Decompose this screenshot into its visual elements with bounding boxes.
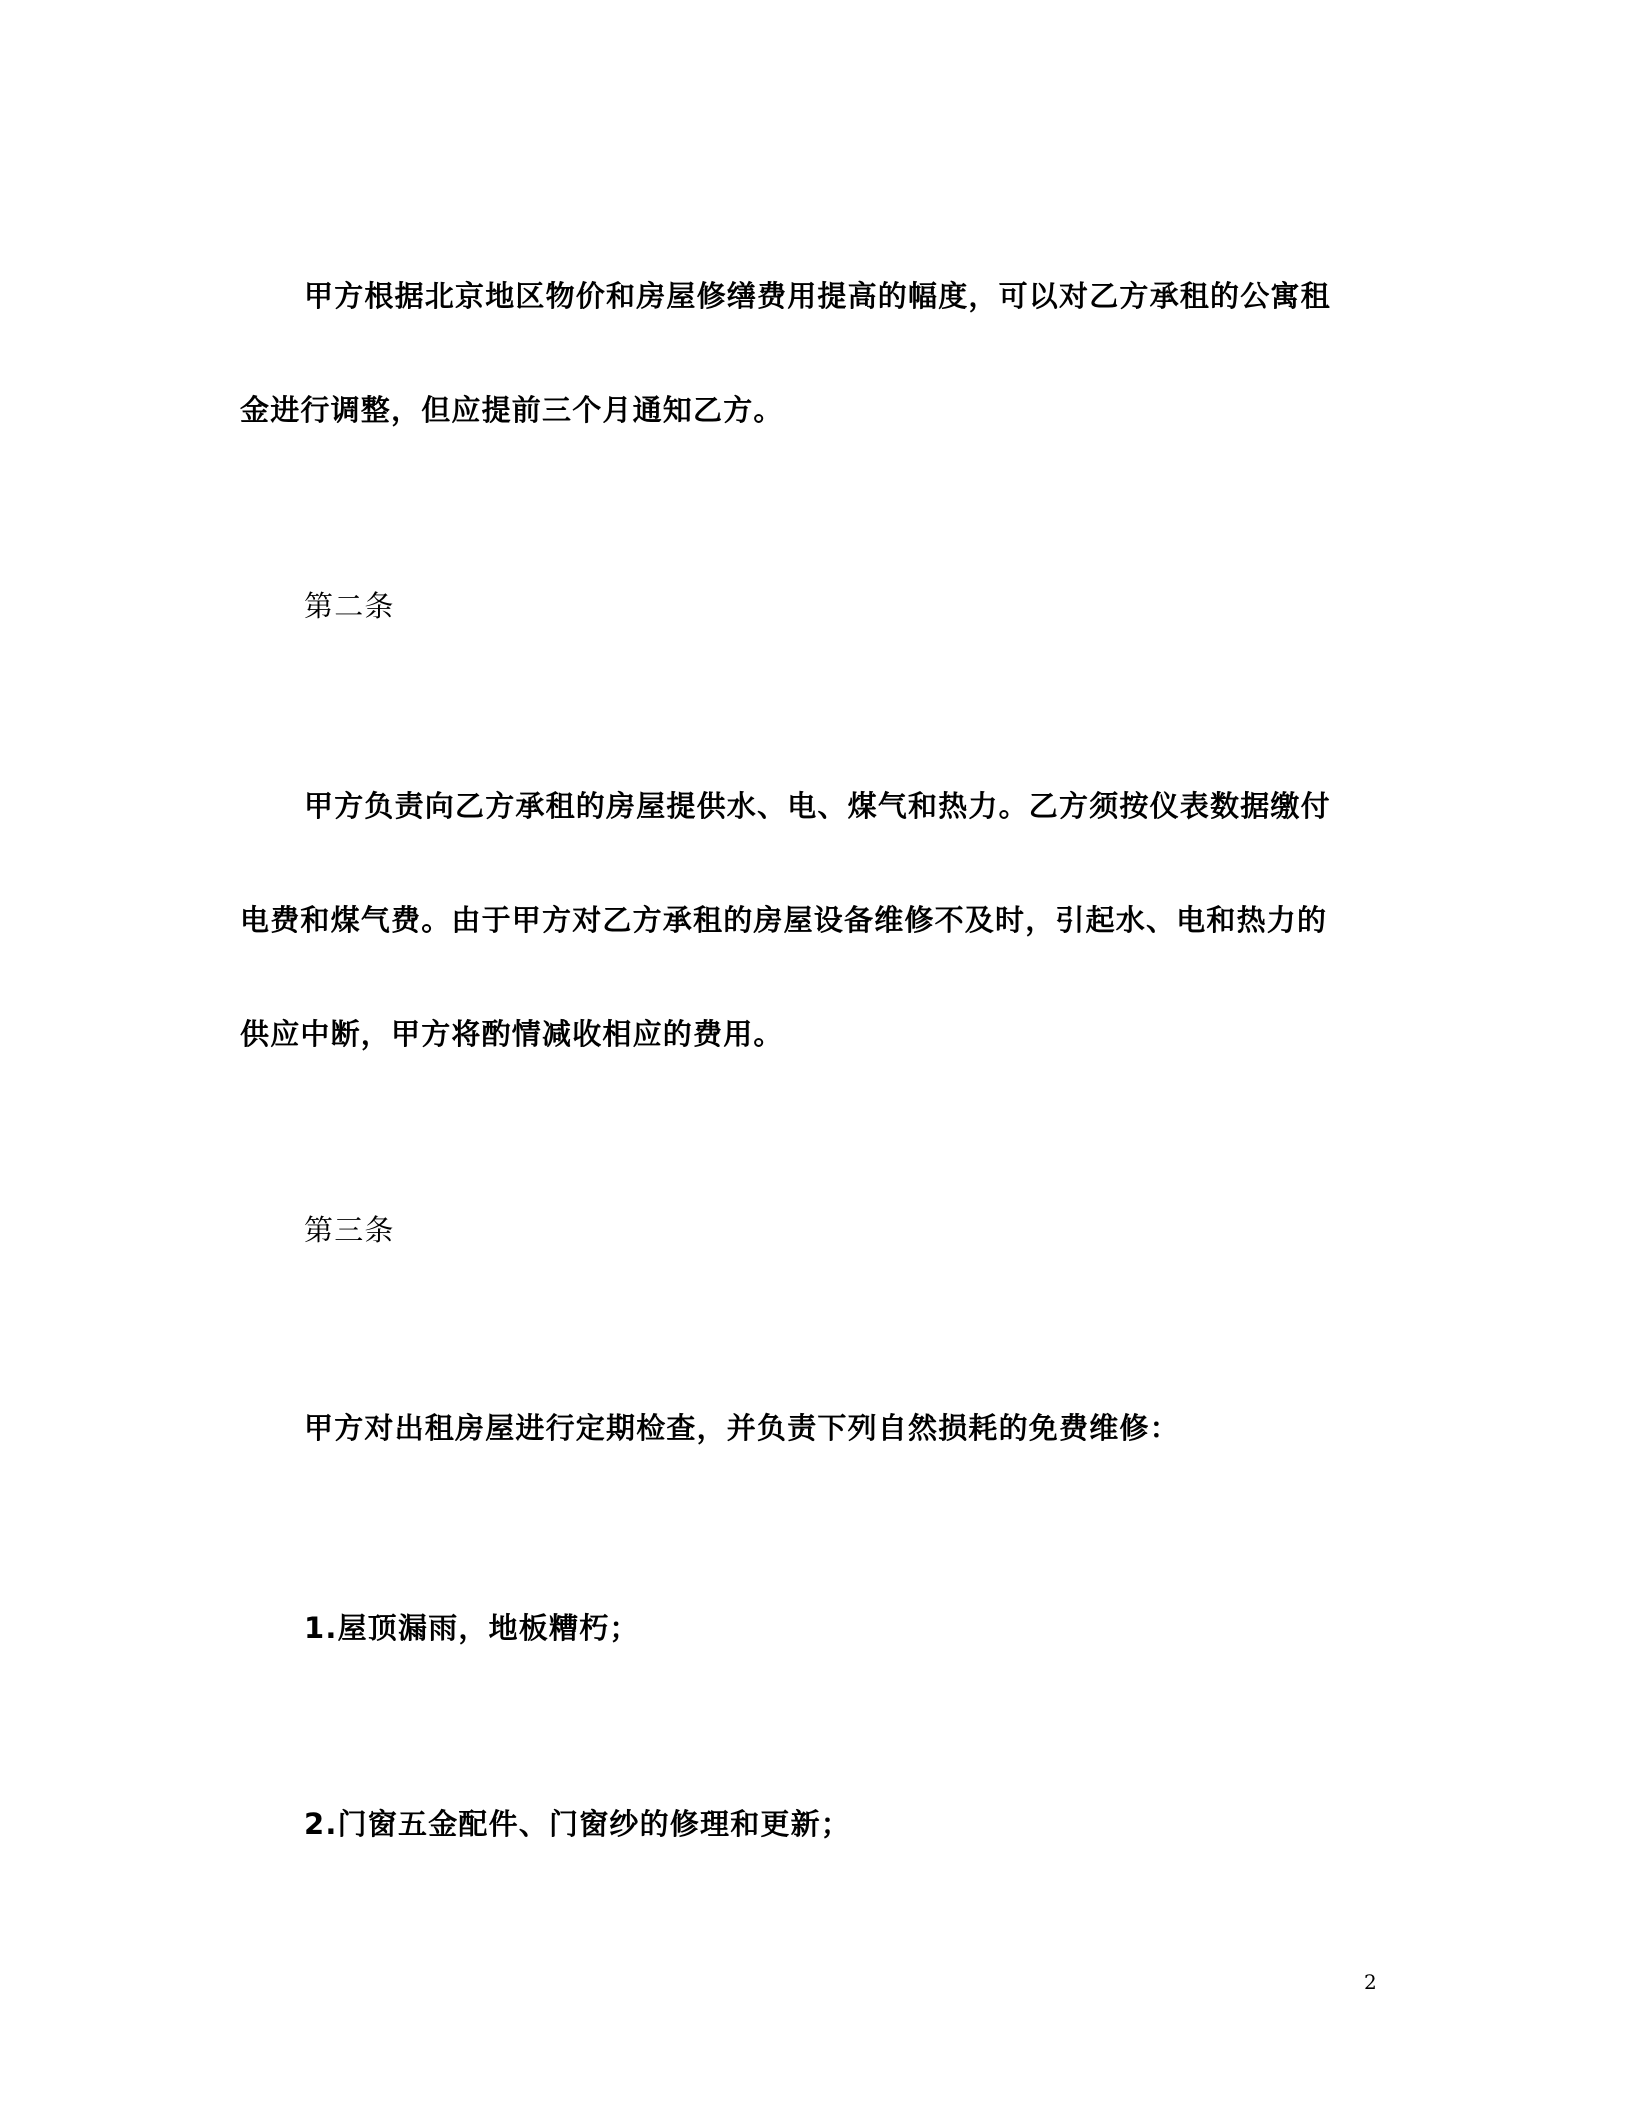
- paragraph-1-line-2: 金进行调整，但应提前三个月通知乙方。: [240, 393, 784, 427]
- paragraph-1-line-1: 甲方根据北京地区物价和房屋修缮费用提高的幅度，可以对乙方承租的公寓租: [304, 279, 1331, 313]
- article-2-heading: 第二条: [304, 589, 395, 623]
- list-item-1: 1.屋顶漏雨，地板糟朽；: [304, 1611, 640, 1645]
- paragraph-2-line-2: 电费和煤气费。由于甲方对乙方承租的房屋设备维修不及时，引起水、电和热力的: [240, 903, 1328, 937]
- list-item-2: 2.门窗五金配件、门窗纱的修理和更新；: [304, 1807, 851, 1841]
- paragraph-2-line-3: 供应中断，甲方将酌情减收相应的费用。: [240, 1017, 784, 1051]
- paragraph-2-line-1: 甲方负责向乙方承租的房屋提供水、电、煤气和热力。乙方须按仪表数据缴付: [304, 789, 1331, 823]
- paragraph-3-line-1: 甲方对出租房屋进行定期检查，并负责下列自然损耗的免费维修：: [304, 1411, 1180, 1445]
- page-number: 2: [1364, 1970, 1377, 1994]
- article-3-heading: 第三条: [304, 1213, 395, 1247]
